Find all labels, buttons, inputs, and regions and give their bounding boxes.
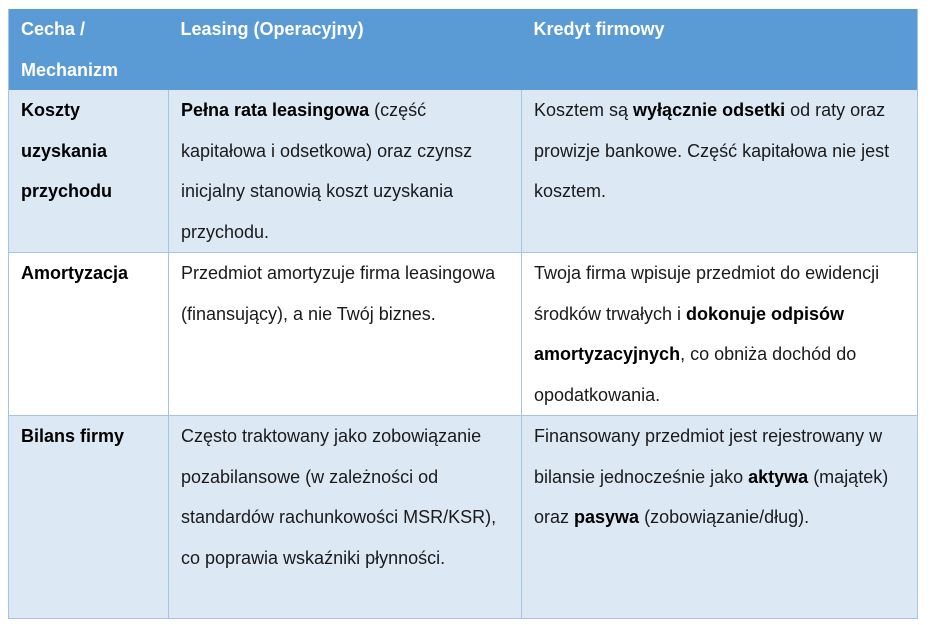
cell-text: Kosztem są — [534, 100, 634, 120]
cell-text: Twoja firma wpisuje przedmiot do ewidencji środków trwałych i — [534, 263, 880, 324]
table-row — [9, 416, 918, 619]
leasing-cell — [169, 253, 522, 416]
bold-text: wyłącznie odsetki — [633, 100, 786, 120]
cell-text: (majątek) oraz — [534, 466, 889, 527]
kredyt-cell — [522, 253, 918, 416]
row-label: Bilans firmy — [9, 416, 169, 619]
table-row — [9, 253, 918, 416]
cell-text: , co obniża dochód do opodatkowania. — [534, 344, 857, 405]
leasing-cell — [169, 90, 522, 253]
cell-text: (część kapitałowa i odsetkowa) oraz czynsz inicjalny stanowią koszt uzyskania przychodu. — [181, 100, 473, 242]
cell-text: Przedmiot amortyzuje firma leasingowa (finansujący), a nie Twój biznes. — [181, 263, 496, 324]
header-kredyt: Kredyt firmowy — [522, 9, 918, 90]
kredyt-cell — [522, 90, 918, 253]
header-feature: Cecha / Mechanizm — [9, 9, 169, 90]
kredyt-cell — [522, 416, 918, 619]
table-row — [9, 90, 918, 253]
bold-text: dokonuje odpisów amortyzacyjnych — [534, 303, 845, 364]
cell-text: Często traktowany jako zobowiązanie pozabilansowe (w zależności od standardów rachunkowości MSR/KSR), co poprawia wskaźniki płynności. — [181, 426, 497, 568]
header-leasing: Leasing (Operacyjny) — [169, 9, 522, 90]
cell-text: (zobowiązanie/dług). — [639, 507, 810, 527]
bold-text: pasywa — [574, 507, 640, 527]
cell-text: Finansowany przedmiot jest rejestrowany w bilansie jednocześnie jako — [534, 426, 883, 487]
comparison-table — [8, 9, 918, 619]
table-body — [9, 90, 918, 619]
bold-text: aktywa — [748, 466, 809, 487]
row-label: Amortyzacja — [9, 253, 169, 416]
bold-text: Pełna rata leasingowa — [181, 100, 370, 120]
header-row — [9, 9, 918, 90]
cell-text: od raty oraz prowizje bankowe. Część kapitałowa nie jest kosztem. — [534, 100, 890, 201]
table-header — [9, 9, 918, 90]
row-label: Koszty uzyskania przychodu — [9, 90, 169, 253]
leasing-cell — [169, 416, 522, 619]
comparison-table-wrapper — [8, 9, 917, 619]
